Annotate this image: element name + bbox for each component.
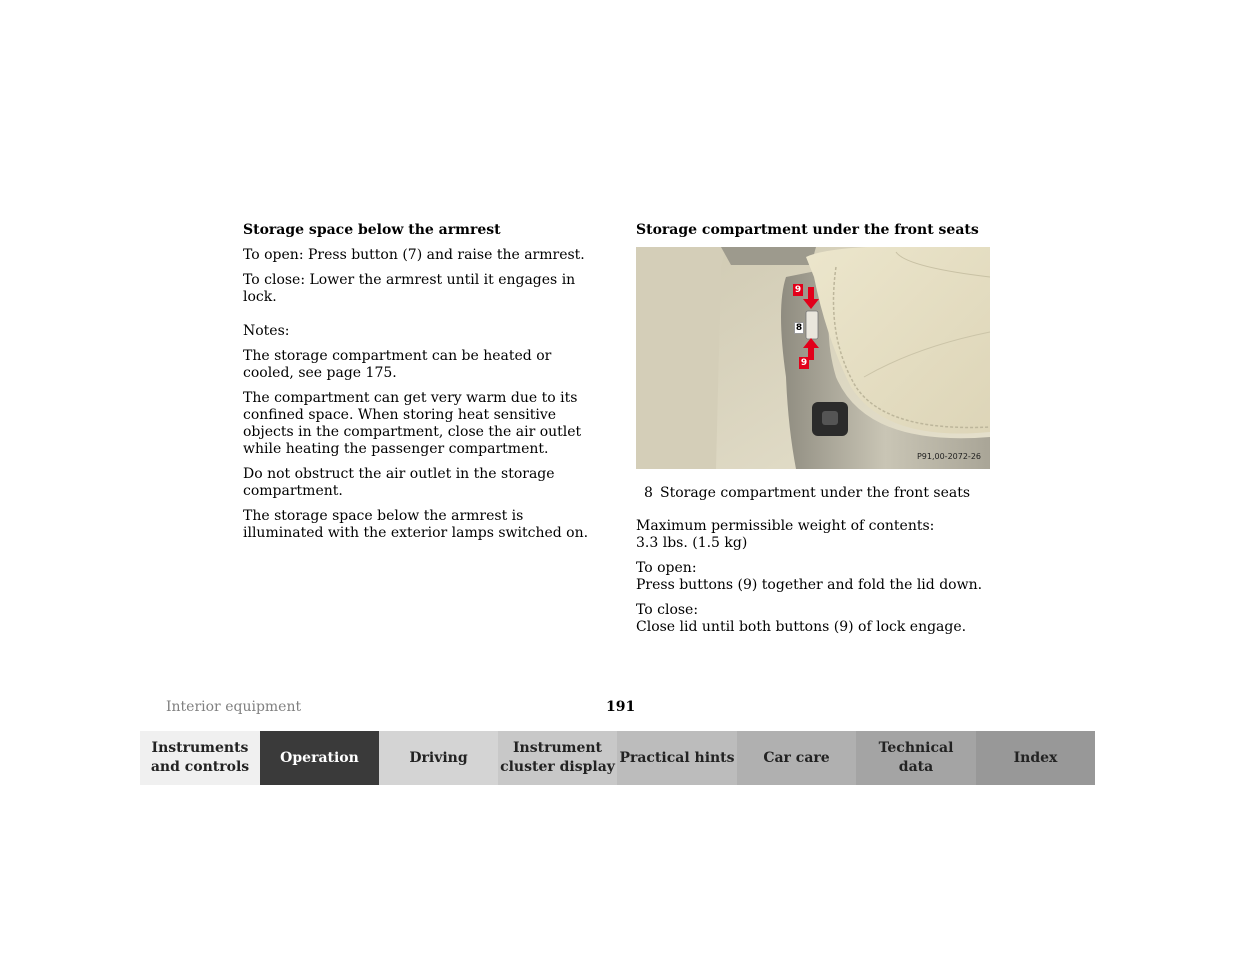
caption-text: Storage compartment under the front seats — [660, 485, 971, 501]
section-title: Interior equipment — [166, 699, 302, 715]
tab-car-care[interactable]: Car care — [737, 731, 856, 785]
tab-operation[interactable]: Operation — [260, 731, 379, 785]
weight-value: 3.3 lbs. (1.5 kg) — [636, 535, 748, 551]
close-info — [636, 602, 996, 636]
open-instruction: To open: Press button (7) and raise the armrest. — [243, 247, 585, 263]
note-heating: The storage compartment can be heated or cooled, see page 175. — [243, 348, 552, 381]
open-text: Press buttons (9) together and fold the lid down. — [636, 577, 983, 593]
armrest-heading: Storage space below the armrest — [243, 222, 501, 238]
note-air-outlet: Do not obstruct the air outlet in the storage compartment. — [243, 466, 555, 499]
tab-technical-data[interactable]: Technical data — [856, 731, 976, 785]
caption-number: 8 — [644, 485, 653, 501]
weight-label: Maximum permissible weight of contents: — [636, 518, 935, 534]
tab-instruments-and-controls[interactable]: Instruments and controls — [140, 731, 260, 785]
figure-code: P91,00-2072-26 — [916, 452, 981, 461]
figure-caption — [636, 485, 996, 502]
note-illumination: The storage space below the armrest is illuminated with the exterior lamps switched on. — [243, 508, 589, 541]
open-info — [636, 560, 996, 594]
right-column — [636, 222, 996, 644]
close-label: To close: — [636, 602, 699, 618]
callout-9-top: 9 — [794, 284, 802, 295]
front-seats-heading: Storage compartment under the front seats — [636, 222, 979, 238]
left-column — [243, 222, 603, 550]
tab-index[interactable]: Index — [976, 731, 1095, 785]
close-instruction: To close: Lower the armrest until it engages in lock. — [243, 272, 576, 305]
tab-driving[interactable]: Driving — [379, 731, 498, 785]
note-warm: The compartment can get very warm due to its confined space. When storing heat sensitive objects in the compartment, close the air outlet while heating the passenger compartment. — [243, 390, 582, 457]
close-text: Close lid until both buttons (9) of lock engage. — [636, 619, 967, 635]
callout-9-bottom: 9 — [800, 357, 808, 368]
tab-instrument-cluster-display[interactable]: Instrument cluster display — [498, 731, 617, 785]
seat-compartment-illustration — [636, 247, 990, 469]
chapter-tabs — [140, 731, 1095, 785]
weight-info — [636, 518, 996, 552]
seat-drawing — [636, 247, 990, 469]
tab-practical-hints[interactable]: Practical hints — [617, 731, 737, 785]
page-number: 191 — [606, 699, 636, 715]
callout-8: 8 — [795, 322, 803, 333]
notes-label: Notes: — [243, 323, 290, 339]
open-label: To open: — [636, 560, 697, 576]
